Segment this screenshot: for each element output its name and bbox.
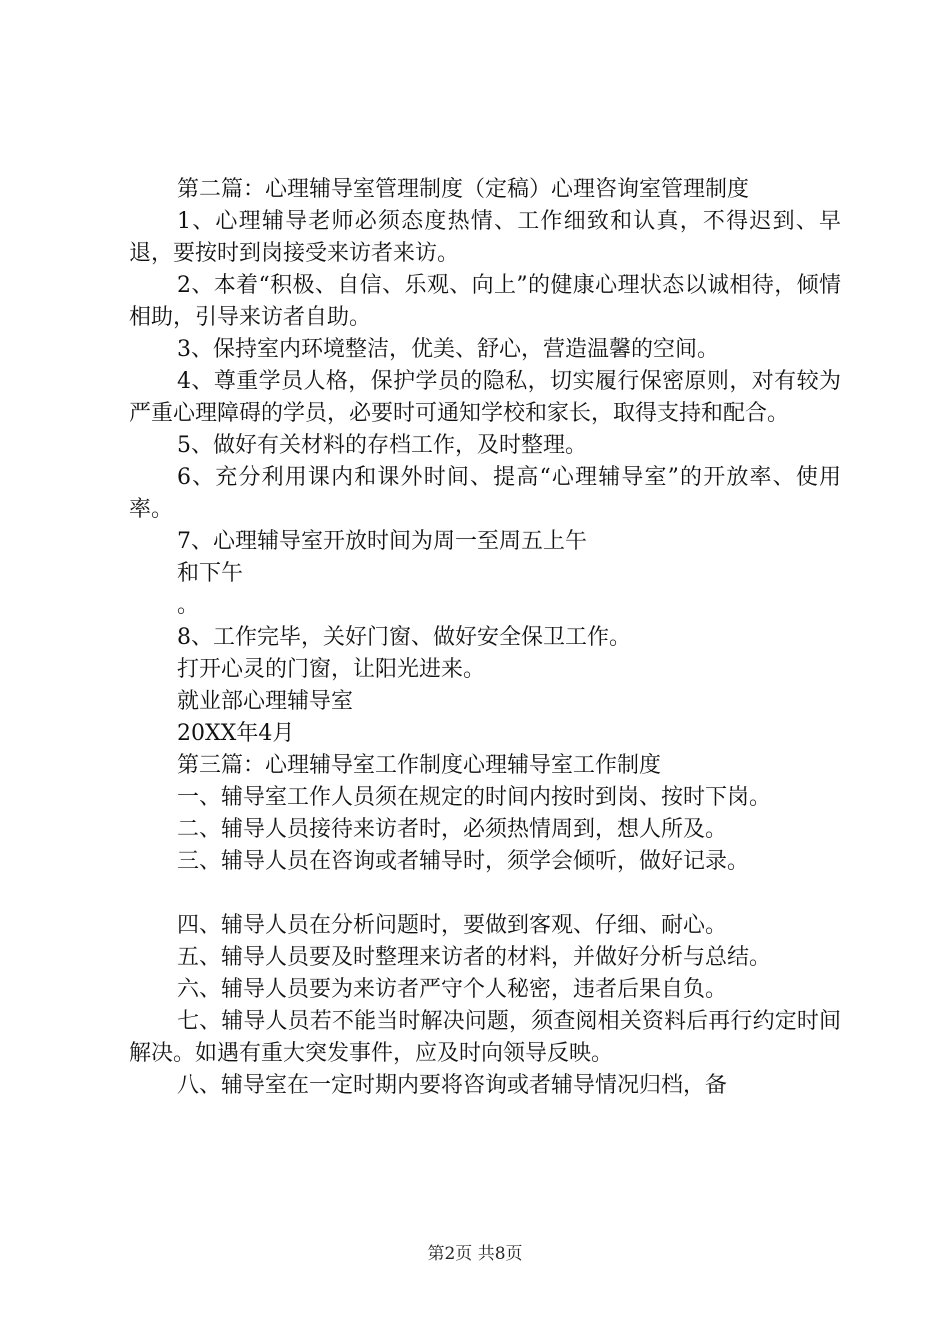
document-body: [129, 174, 841, 1102]
paragraph: 4、尊重学员人格，保护学员的隐私，切实履行保密原则，对有较为严重心理障碍的学员，必要时可通知学校和家长，取得支持和配合。: [129, 369, 841, 426]
paragraph: 八、辅导室在一定时期内要将咨询或者辅导情况归档，备: [177, 1073, 728, 1098]
paragraph: 5、做好有关材料的存档工作，及时整理。: [177, 433, 587, 458]
paragraph: 7、心理辅导室开放时间为周一至周五上午: [177, 529, 587, 554]
paragraph: 。: [177, 593, 200, 618]
paragraph: 3、保持室内环境整洁，优美、舒心，营造温馨的空间。: [177, 337, 719, 362]
paragraph: 四、辅导人员在分析问题时，要做到客观、仔细、耐心。: [177, 913, 728, 938]
signature-department: 就业部心理辅导室: [177, 689, 354, 714]
paragraph: 2、本着“积极、自信、乐观、向上”的健康心理状态以诚相待，倾情相助，引导来访者自助。: [129, 273, 841, 330]
paragraph: 三、辅导人员在咨询或者辅导时，须学会倾听，做好记录。: [177, 849, 750, 874]
paragraph: 一、辅导室工作人员须在规定的时间内按时到岗、按时下岗。: [177, 785, 772, 810]
section-title-2: 第二篇：心理辅导室管理制度（定稿）心理咨询室管理制度: [177, 177, 750, 202]
signature-date: 20XX年4月: [177, 721, 295, 746]
paragraph: 六、辅导人员要为来访者严守个人秘密，违者后果自负。: [177, 977, 728, 1002]
page-footer: 第2页 共8页: [427, 1244, 523, 1264]
blank-line: [129, 878, 841, 910]
closing-line: 打开心灵的门窗，让阳光进来。: [177, 657, 486, 682]
paragraph: 七、辅导人员若不能当时解决问题，须查阅相关资料后再行约定时间解决。如遇有重大突发事件，应及时向领导反映。: [129, 1009, 841, 1066]
paragraph: 和下午: [177, 561, 244, 586]
paragraph: 1、心理辅导老师必须态度热情、工作细致和认真，不得迟到、早退，要按时到岗接受来访者来访。: [129, 209, 841, 266]
section-title-3: 第三篇：心理辅导室工作制度心理辅导室工作制度: [177, 753, 662, 778]
paragraph: 6、充分利用课内和课外时间、提高“心理辅导室”的开放率、使用率。: [129, 465, 841, 522]
paragraph: 五、辅导人员要及时整理来访者的材料，并做好分析与总结。: [177, 945, 772, 970]
paragraph: 8、工作完毕，关好门窗、做好安全保卫工作。: [177, 625, 631, 650]
paragraph: 二、辅导人员接待来访者时，必须热情周到，想人所及。: [177, 817, 728, 842]
